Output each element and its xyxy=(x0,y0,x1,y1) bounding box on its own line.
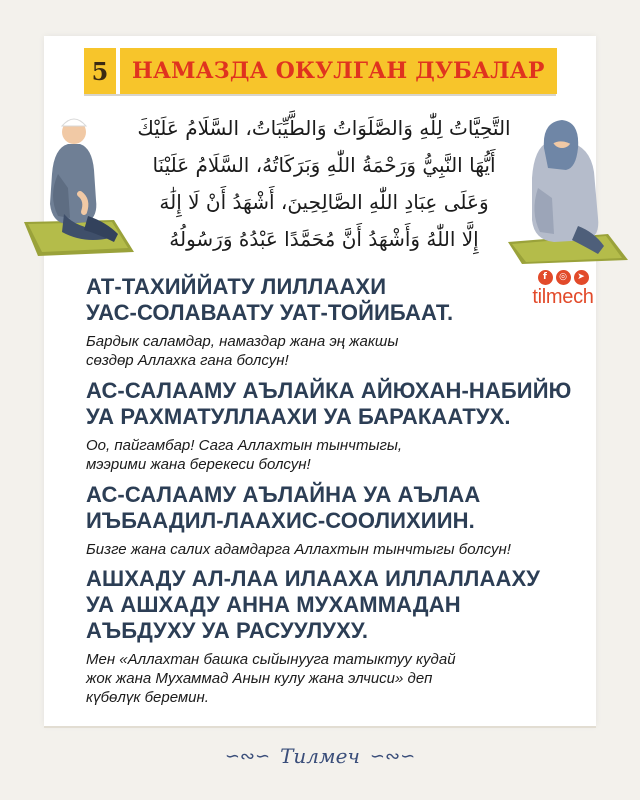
right-flourish-ornament: ∽∾∽ xyxy=(369,745,416,767)
prayer-title-line: АЪБДУХУ УА РАСУУЛУХУ. xyxy=(86,618,369,643)
left-flourish-ornament: ∽∾∽ xyxy=(224,745,271,767)
prayer-title-line: АТ-ТАХИЙЙАТУ ЛИЛЛААХИ xyxy=(86,274,387,299)
translation-line: Мен «Аллахтан башка сыйынууга татыктуу кудай xyxy=(86,651,456,668)
footer-divider xyxy=(44,726,596,728)
prayer-block xyxy=(86,378,572,474)
prayer-title-line: ИЪБААДИЛ-ЛААХИС-СООЛИХИИН. xyxy=(86,508,475,533)
translation-text xyxy=(86,540,556,559)
prayer-block xyxy=(86,274,556,370)
page-title: НАМАЗДА ОКУЛГАН ДУБАЛАР xyxy=(132,58,545,84)
translation-text xyxy=(86,436,556,474)
prayer-block xyxy=(86,482,556,559)
translation-line: күбөлүк беремин. xyxy=(86,689,209,706)
instagram-icon[interactable]: ◎ xyxy=(556,270,571,285)
footer-brand-name: Тилмеч xyxy=(280,744,360,768)
telegram-icon[interactable]: ➤ xyxy=(574,270,589,285)
section-number: 5 xyxy=(84,48,116,94)
prayer-title-line: АШХАДУ АЛ-ЛАА ИЛААХА ИЛЛАЛЛААХУ xyxy=(86,566,541,591)
arabic-line: أَيُّهَا النَّبِيُّ وَرَحْمَةُ اللّٰهِ وَبَرَكَاتُهُ، السَّلَامُ عَلَيْنَا xyxy=(152,153,496,177)
translation-line: мээрими жана берекеси болсун! xyxy=(86,456,311,473)
prayer-title-line: АС-САЛААМУ АЪЛАЙНА УА АЪЛАА xyxy=(86,482,481,507)
arabic-line: التَّحِيَّاتُ لِلّٰهِ وَالصَّلَوَاتُ وَالطَّيِّبَاتُ، السَّلَامُ عَلَيْكَ xyxy=(137,116,511,140)
prayer-block xyxy=(86,566,556,707)
praying-woman-illustration xyxy=(508,108,628,268)
arabic-text xyxy=(118,110,530,258)
prayer-title-line: УА АШХАДУ АННА МУХАММАДАН xyxy=(86,592,461,617)
prayer-title-line: УА РАХМАТУЛЛААХИ УА БАРАКААТУХ. xyxy=(86,404,511,429)
translation-line: жок жана Мухаммад Анын кулу жана элчиси» деп xyxy=(86,670,433,687)
prayer-title-line: УАС-СОЛАВААТУ УАТ-ТОЙИБААТ. xyxy=(86,300,454,325)
translation-line: Бардык саламдар, намаздар жана эң жакшы xyxy=(86,333,399,350)
translation-line: Оо, пайгамбар! Сага Аллахтын тынчтыгы, xyxy=(86,437,403,454)
facebook-icon[interactable]: f xyxy=(538,270,553,285)
arabic-line: وَعَلَى عِبَادِ اللّٰهِ الصَّالِحِينَ، أَشْهَدُ أَنْ لَا إِلَٰهَ xyxy=(159,190,489,214)
page-header xyxy=(84,48,557,94)
translation-text xyxy=(86,332,556,370)
arabic-line: إِلَّا اللّٰهُ وَأَشْهَدُ أَنَّ مُحَمَّدًا عَبْدُهُ وَرَسُولُهُ xyxy=(169,227,479,251)
prayer-title-line: АС-САЛААМУ АЪЛАЙКА АЙЮХАН-НАБИЙЮ xyxy=(86,378,572,403)
footer xyxy=(0,744,640,768)
brand-name: tilmech xyxy=(532,286,594,308)
translation-line: Бизге жана салих адамдарга Аллахтын тынчтыгы болсун! xyxy=(86,541,511,558)
translation-line: сөздөр Аллахка гана болсун! xyxy=(86,352,289,369)
page-title-box xyxy=(120,48,557,94)
header-divider xyxy=(84,94,556,96)
translation-text xyxy=(86,650,556,707)
